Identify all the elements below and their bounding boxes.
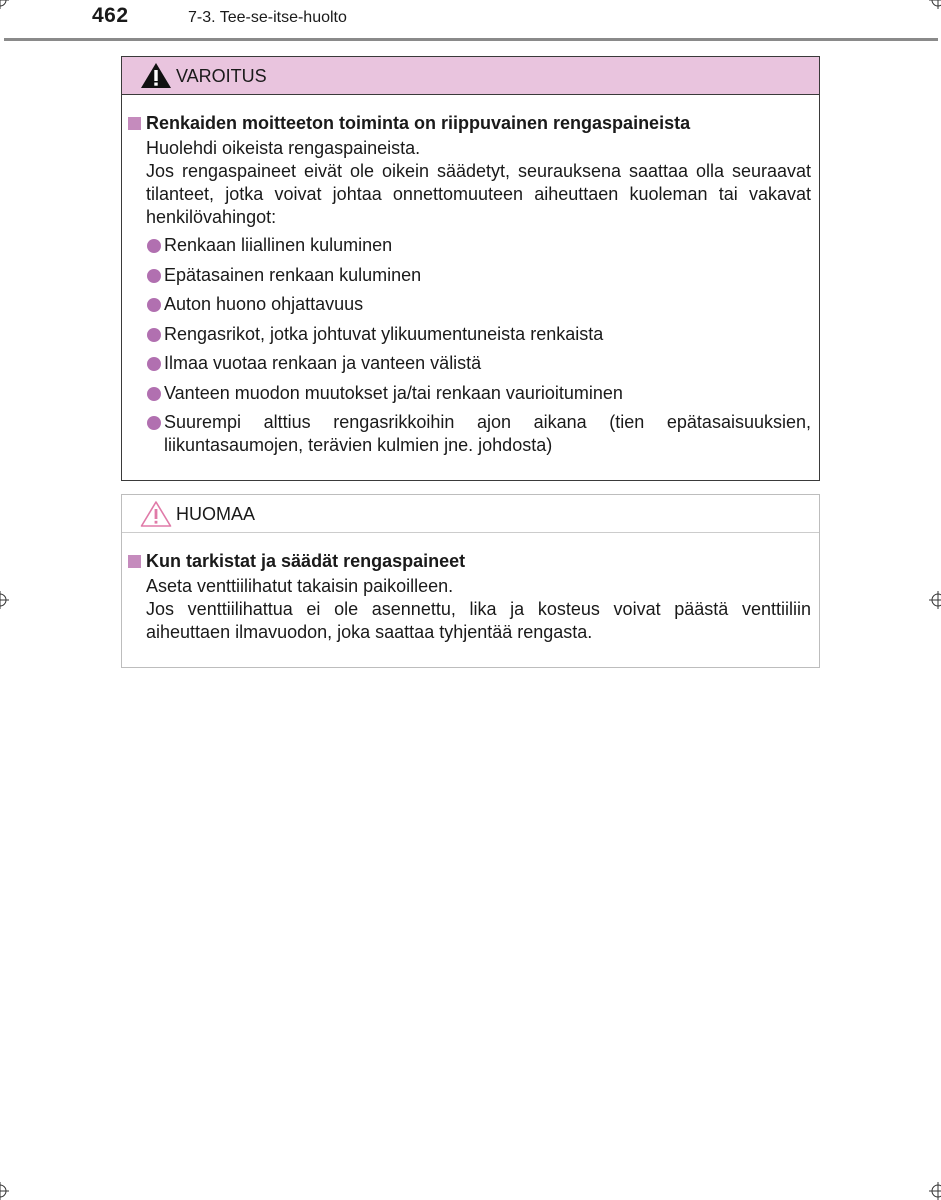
list-item (147, 323, 811, 346)
notice-paragraph: Jos venttiilihattua ei ole asennettu, lika ja kosteus voivat päästä venttiiliin aiheuttaen ilmavuodon, joka saattaa tyhjentää rengasta. (146, 599, 811, 642)
list-item-text: Ilmaa vuotaa renkaan ja vanteen välistä (164, 353, 482, 373)
list-item-text: Rengasrikot, jotka johtuvat ylikuumentuneista renkaista (164, 323, 604, 344)
dot-bullet-icon (147, 269, 161, 283)
registration-mark-icon (0, 1182, 9, 1200)
header-divider (4, 38, 938, 41)
warning-heading-text: Renkaiden moitteeton toiminta on riippuvainen rengaspaineista (146, 113, 691, 133)
warning-header (122, 57, 819, 95)
warning-paragraph: Jos rengaspaineet eivät ole oikein säädetyt, seurauksena saattaa olla seuraavat tilanteet, jotka voivat johtaa onnettomuuteen aiheuttaen kuoleman tai vakavat henkilövahingot: (146, 161, 811, 227)
warning-intro: Huolehdi oikeista rengaspaineista. (146, 138, 421, 158)
notice-label: HUOMAA (176, 504, 256, 524)
list-item-text: Epätasainen renkaan kuluminen (164, 264, 422, 285)
dot-bullet-icon (147, 387, 161, 401)
warning-label: VAROITUS (176, 66, 267, 86)
warning-heading (128, 111, 811, 135)
notice-header (122, 495, 819, 533)
caution-triangle-icon (139, 499, 173, 528)
dot-bullet-icon (147, 416, 161, 430)
list-item (147, 411, 811, 457)
notice-heading (128, 549, 811, 573)
list-item (147, 264, 811, 287)
square-bullet-icon (128, 555, 141, 568)
registration-mark-icon (929, 0, 941, 9)
list-item (147, 382, 811, 405)
registration-mark-icon (0, 0, 9, 9)
registration-mark-icon (929, 1182, 941, 1200)
list-item-text: Vanteen muodon muutokset ja/tai renkaan vaurioituminen (164, 382, 623, 403)
list-item (147, 293, 811, 316)
notice-heading-text: Kun tarkistat ja säädät rengaspaineet (146, 551, 466, 571)
dot-bullet-icon (147, 328, 161, 342)
list-item (147, 234, 811, 257)
registration-mark-icon (0, 591, 9, 609)
warning-box (121, 56, 820, 481)
notice-intro: Aseta venttiilihatut takaisin paikoilleen. (146, 576, 454, 596)
dot-bullet-icon (147, 357, 161, 371)
list-item-text: Auton huono ohjattavuus (164, 294, 364, 314)
dot-bullet-icon (147, 239, 161, 253)
section-title: 7-3. Tee-se-itse-huolto (188, 9, 347, 26)
page-header (0, 0, 941, 44)
page-number: 462 (92, 4, 129, 27)
warning-list (128, 234, 811, 457)
notice-body (122, 533, 819, 644)
warning-triangle-icon (139, 61, 173, 90)
list-item-text: Renkaan liiallinen kuluminen (164, 235, 393, 255)
list-item-text: Suurempi alttius rengasrikkoihin ajon aikana (tien epätasaisuuksien, liikuntasaumojen, terävien kulmien jne. johdosta) (164, 412, 811, 455)
dot-bullet-icon (147, 298, 161, 312)
list-item (147, 352, 811, 375)
warning-body (122, 95, 819, 457)
registration-mark-icon (929, 591, 941, 609)
square-bullet-icon (128, 117, 141, 130)
notice-box (121, 494, 820, 668)
